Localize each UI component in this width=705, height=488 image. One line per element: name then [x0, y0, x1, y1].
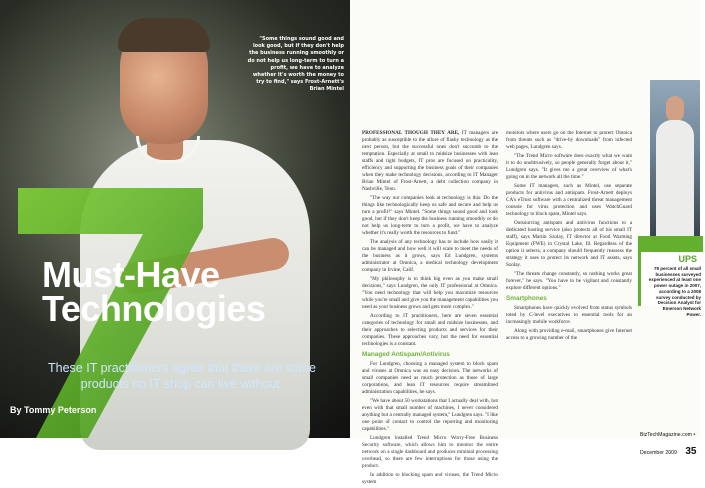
text-column-2: [506, 130, 632, 344]
col2-para-4: Outsourcing antispam and antivirus functions to a dedicated hosting service (also protects all of his small IT staff), says Martin Szolay, IT director at Food Warming Equipment (FWE) in Crystal Lake, Ill. Regardless of the option it selects, a company should frequently reassess the strategy it uses to protect its network and IT assets, says Szolay.: [506, 220, 632, 268]
side-photo-head: [666, 96, 684, 122]
col1-para-1-text: IT managers are probably as susceptible to the allure of flashy technology as the next person, but the successful ones don't succumb to the temptation. Especially at small to midsize businesses with lean staffs and tight budgets, IT pros are focused on practicality, efficiency and supporting the business goals of their companies when they make technology decisions, according to IT Manager Brian Mintel of Frost-Arnett, a debt collection company in Nashville, Tenn.: [362, 130, 498, 192]
page-folio: [640, 423, 700, 459]
section-heading-smartphones: Smartphones: [506, 295, 547, 302]
col1-para-5: According to IT practitioners, here are seven essential categories of technology for small and midsize businesses, and their approaches to selecting products and services for their companies. These approaches vary, but the need for essential technologies is a constant.: [362, 313, 498, 347]
article-subtitle: These IT practitioners agree that there are some products no IT shop can live without.: [48, 361, 316, 391]
col1-para-9: In addition to blocking spam and viruses, the Trend Micro system: [362, 472, 498, 485]
title-line-2: Technologies: [42, 288, 266, 329]
col1-para-3: The analysis of any technology has to include how easily it can be managed and how well it will scale to meet the needs of the business as it grows, says Ed Lundgren, systems administrator at Omnica, a medical technology development company in Irvine, Calif.: [362, 239, 498, 273]
col2-para-3: Some IT managers, such as Mintel, use separate products for antivirus and antispam. Frost-Arnett deploys CA's eTrust software with a centralized threat management console for virus protection and uses WatchGuard technology to block spam, Mintel says.: [506, 183, 632, 217]
article-title: [42, 254, 342, 329]
side-photo: [650, 80, 700, 250]
byline: By Tommy Peterson: [10, 405, 97, 415]
side-photo-body: [656, 120, 694, 250]
col1-para-2: "The way our companies look at technology is this: Do the things like technologically keep us safe and secure and help us turn a profit?" says Mintel. "Some things sound good and look good, but if they don't keep the business running smoothly or do not help us long-term to turn a profit, we have to analyze whether it's really worth the resources to fund.": [362, 195, 498, 236]
col1-para-1: [362, 130, 498, 193]
col1-para-6: For Lundgren, choosing a managed system to block spam and viruses at Omnica was an easy decision. The networks of small companies need as much protection as those of large corporations, and lean IT resources require streamlined administration capabilities, he says.: [362, 361, 498, 395]
col2-para-1: monitors where users go on the Internet to protect Omnica from threats such as "drive-by downloads" from infected web pages, Lundgren says.: [506, 130, 632, 150]
stat-callout: [638, 236, 705, 317]
col1-para-4: "My philosophy is to think big even as you make small decisions," says Lundgren, the only IT professional at Omnica. "You need technology that will help you maximize resources while you're small and give you the management capabilities you need as your business grows and gets more complex.": [362, 276, 498, 310]
left-page-photo: [0, 0, 350, 438]
pull-quote: "Some things sound good and look good, but if they don't help the business running smoothly or do not help us long-term to turn a profit, we have to analyze whether it's worth the money to try to find," says Frost-Arnett's Brian Mintel: [247, 36, 344, 93]
col1-para-8: Lundgren installed Trend Micro Worry-Free Business Security software, which allows him to monitor the entire network on a single dashboard and produces minimal processing overhead, so there are few interruptions for those using the product.: [362, 435, 498, 469]
lead-in: PROFESSIONAL THOUGH THEY ARE,: [362, 130, 460, 136]
folio-site: BizTechMagazine.com • December 2009: [640, 432, 696, 456]
right-page-text: [350, 0, 701, 485]
title-line-1: Must-Have: [42, 254, 220, 295]
page-number: 35: [685, 446, 697, 457]
portrait-hair: [118, 18, 210, 52]
callout-text: 79 percent of all small businesses surveyed experienced at least one power outage in 2007, according to a 2008 survey conducted by Decision Analyst for Emerson Network Power.: [648, 266, 701, 317]
col2-para-5: "The threats change constantly, so nothing works great forever," he says. "You have to be vigilant and constantly explore different options.": [506, 271, 632, 291]
col2-para-6: Smartphones have quickly evolved from status symbols toted by C-level executives to essential tools for an increasingly mobile workforce.: [506, 305, 632, 325]
col2-para-2: "The Trend Micro software does exactly what we want it to do unobtrusively, so people generally forget about it," Lundgren says. "It gives me a great overview of what's going on in the network all the time.": [506, 153, 632, 180]
col2-para-7: Along with providing e-mail, smartphones give Internet access to a growing number of the: [506, 328, 632, 341]
section-heading-antispam: Managed Antispam/Antivirus: [362, 351, 450, 358]
text-column-1: [362, 130, 498, 488]
callout-bar: [638, 236, 703, 252]
col1-para-7: "We have about 50 workstations that I actually deal with, but even with that small number of machines, I never considered anything but a centrally managed system," Lundgren says. "I like one point of contact to control the reporting and monitoring capabilities.": [362, 398, 498, 432]
callout-brand: UPS: [678, 254, 697, 264]
